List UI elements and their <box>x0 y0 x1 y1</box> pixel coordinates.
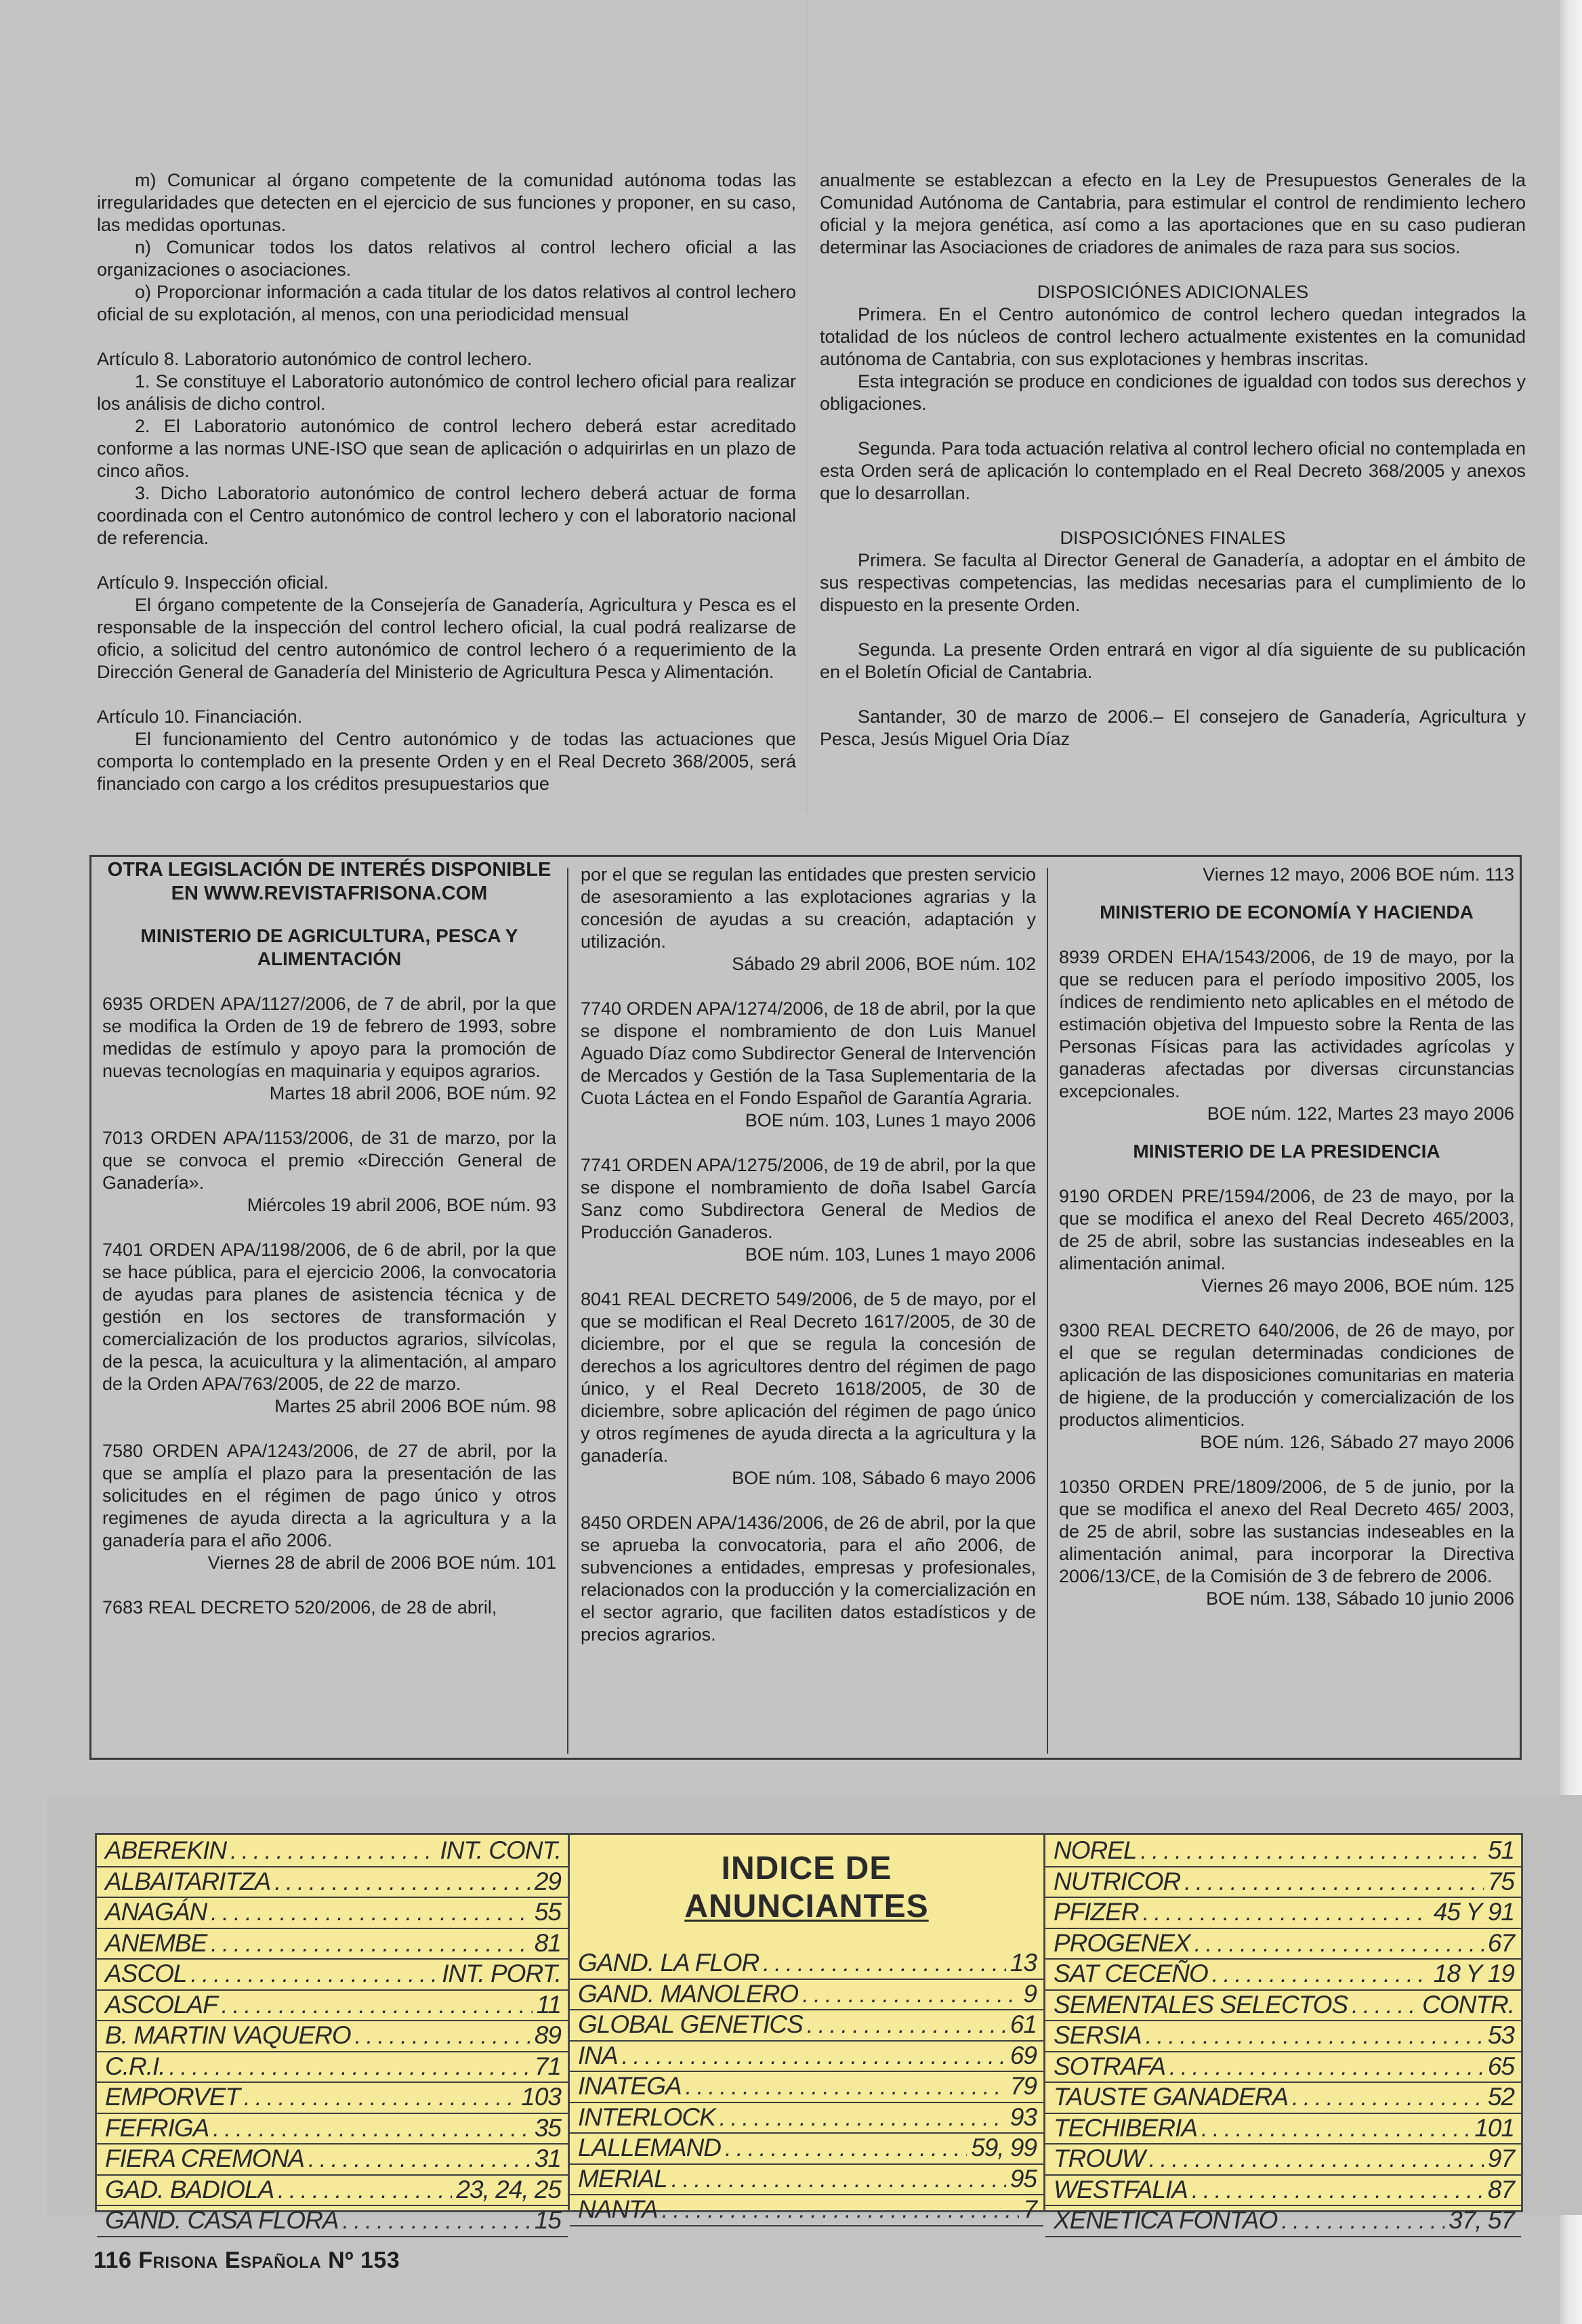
law-entry: 7741 ORDEN APA/1275/2006, de 19 de abril, por la que se dispone el nombramiento de doña Isabel García Sanz como Subdirectora General de Medios de Producción Ganaderos. <box>581 1155 1036 1242</box>
law-date: Viernes 28 de abril de 2006 BOE núm. 101 <box>207 1552 556 1573</box>
index-panel-middle <box>568 1835 1045 2223</box>
article-paragraph: 3. Dicho Laboratorio autonómico de control lechero deberá actuar de forma coordinada con el Centro autonómico de control lechero y con el laboratorio nacional de referencia. <box>97 483 796 548</box>
advertiser-page: 15 <box>534 2206 561 2234</box>
article-signature: Santander, 30 de marzo de 2006.– El consejero de Ganadería, Agricultura y Pesca, Jesús Miguel Oria Díaz <box>820 706 1526 749</box>
advertiser-name: NUTRICOR <box>1054 1867 1181 1895</box>
issue-number: Nº 153 <box>328 2247 400 2273</box>
index-row <box>1045 1898 1521 1929</box>
index-panel-left <box>97 1835 568 2234</box>
law-date: Viernes 26 mayo 2006, BOE núm. 125 <box>1201 1275 1514 1296</box>
leader-dots <box>1149 2146 1484 2174</box>
advertiser-page: 79 <box>1009 2072 1037 2100</box>
leader-dots <box>213 2115 530 2144</box>
article-paragraph: Esta integración se produce en condiciones de igualdad con todos sus derechos y obligaciones. <box>820 371 1526 414</box>
advertiser-page: INT. CONT. <box>440 1836 561 1864</box>
law-date: Miércoles 19 abril 2006, BOE núm. 93 <box>247 1195 556 1215</box>
index-panel-right <box>1045 1835 1521 2234</box>
page-folio <box>93 2247 400 2274</box>
advertiser-name: EMPORVET <box>105 2083 240 2111</box>
law-entry: 7740 ORDEN APA/1274/2006, de 18 de abril, por la que se dispone el nombramiento de don Luis Manuel Aguado Díaz como Subdirector General de Intervención de Mercados y Gestión de la Tasa Suplementaria de la Cuota Láctea en el Fondo Español de Garantía Agraria. <box>581 998 1036 1108</box>
advertiser-page: 11 <box>536 1990 561 2019</box>
advertiser-page: 103 <box>521 2083 561 2111</box>
column-divider <box>806 0 808 813</box>
advertiser-name: ALBAITARITZA <box>105 1867 271 1895</box>
advertiser-name: SERSIA <box>1054 2021 1142 2049</box>
advertiser-page: 89 <box>534 2021 561 2049</box>
law-entry: 7683 REAL DECRETO 520/2006, de 28 de abril, <box>102 1597 497 1618</box>
advertiser-page: 75 <box>1487 1867 1514 1895</box>
advertiser-page: 55 <box>534 1898 561 1926</box>
ministry-heading: MINISTERIO DE ECONOMÍA Y HACIENDA <box>1100 902 1474 923</box>
advertiser-name: INTERLOCK <box>578 2103 715 2131</box>
advertiser-page: 65 <box>1487 2052 1514 2080</box>
law-date: BOE núm. 126, Sábado 27 mayo 2006 <box>1200 1432 1514 1452</box>
index-row <box>570 2134 1043 2165</box>
advertiser-name: INA <box>578 2041 618 2069</box>
advertiser-name: SEMENTALES SELECTOS <box>1054 1990 1348 2019</box>
advertiser-page: 97 <box>1487 2145 1514 2172</box>
advertiser-name: MERIAL <box>578 2164 667 2193</box>
advertiser-name: GLOBAL GENETICS <box>578 2010 803 2038</box>
article-column-left <box>97 169 796 795</box>
advertiser-page: 35 <box>534 2113 561 2142</box>
index-row <box>1045 1836 1521 1867</box>
law-date: Sábado 29 abril 2006, BOE núm. 102 <box>732 954 1036 974</box>
magazine-name: Frisona Española <box>138 2247 322 2273</box>
law-date: BOE núm. 138, Sábado 10 junio 2006 <box>1206 1588 1514 1609</box>
leader-dots <box>1143 1899 1430 1928</box>
index-row <box>97 1898 568 1929</box>
advertiser-name: B. MARTIN VAQUERO <box>105 2021 351 2049</box>
leader-dots <box>1146 2023 1484 2051</box>
advertiser-page: 9 <box>1023 1979 1037 2008</box>
leader-dots <box>1281 2207 1444 2236</box>
leader-dots <box>671 2166 1006 2195</box>
law-date: BOE núm. 108, Sábado 6 mayo 2006 <box>732 1468 1036 1488</box>
advertiser-page: 59, 99 <box>971 2134 1037 2161</box>
law-entry: 7401 ORDEN APA/1198/2006, de 6 de abril, por la que se hace pública, para el ejercicio 2006, la convocatoria de ayudas para planes de asistencia técnica y de gestión en los sectores de transformación y comercialización de los productos agrarios, silvícolas, de la pesca, la acuicultura y la alimentación, al amparo de la Orden APA/763/2005, de 22 de marzo. <box>102 1240 556 1394</box>
advertiser-page: 31 <box>534 2145 561 2172</box>
leader-dots <box>230 1838 436 1866</box>
article-paragraph: Segunda. Para toda actuación relativa al control lechero oficial no contemplada en esta Orden será de aplicación lo contemplado en el Real Decreto 368/2005 y anexos que lo desarrollan. <box>820 438 1526 503</box>
index-row <box>570 2195 1043 2226</box>
index-list <box>97 1835 568 2237</box>
article-heading: Artículo 9. Inspección oficial. <box>97 572 329 593</box>
advertiser-page: 52 <box>1487 2083 1514 2111</box>
advertiser-name: XENETICA FONTAO <box>1054 2206 1278 2234</box>
index-row <box>1045 2083 1521 2114</box>
advertiser-name: FEFRIGA <box>105 2113 209 2142</box>
leader-dots <box>1292 2084 1484 2113</box>
ministry-heading: MINISTERIO DE LA PRESIDENCIA <box>1133 1141 1440 1162</box>
leader-dots <box>1352 1992 1418 2021</box>
index-list <box>1045 1835 1521 2237</box>
law-date: BOE núm. 103, Lunes 1 mayo 2006 <box>745 1110 1036 1131</box>
leader-dots <box>1169 2054 1484 2082</box>
leader-dots <box>1192 2177 1484 2205</box>
index-row <box>570 2010 1043 2042</box>
leader-dots <box>274 1869 530 1897</box>
leader-dots <box>763 1950 1006 1979</box>
leader-dots <box>1194 1930 1484 1959</box>
index-row <box>97 1960 568 1991</box>
index-list <box>570 1949 1043 2226</box>
index-title-line1: INDICE DE <box>721 1851 892 1886</box>
advertiser-page: CONTR. <box>1422 1990 1514 2019</box>
leader-dots <box>222 1992 533 2021</box>
advertiser-name: GAD. BADIOLA <box>105 2175 274 2203</box>
article-paragraph: 1. Se constituye el Laboratorio autonómico de control lechero oficial para realizar los análisis de dicho control. <box>97 371 796 414</box>
advertiser-page: 37, 57 <box>1449 2206 1514 2234</box>
advertiser-name: ANAGÁN <box>105 1898 207 1926</box>
index-row <box>97 1836 568 1867</box>
law-entry: 9190 ORDEN PRE/1594/2006, de 23 de mayo, por la que se modifica el anexo del Real Decreto 465/2003, de 25 de abril, sobre las sustancias indeseables en la alimentación animal. <box>1059 1186 1514 1273</box>
advertiser-name: LALLEMAND <box>578 2134 722 2161</box>
article-paragraph: m) Comunicar al órgano competente de la comunidad autónoma todas las irregularidades que detecten en el ejercicio de sus funciones y proponer, en su caso, las medidas oportunas. <box>97 170 796 235</box>
leader-dots <box>1201 2115 1470 2144</box>
advertiser-page: 51 <box>1487 1836 1514 1864</box>
advertiser-page: 45 Y 91 <box>1433 1898 1514 1926</box>
leader-dots <box>211 1899 530 1928</box>
section-heading: DISPOSICIÓNES ADICIONALES <box>1037 282 1309 302</box>
leader-dots <box>1140 1838 1483 1866</box>
column-rule <box>1047 868 1048 1754</box>
advertiser-page: 71 <box>534 2052 561 2080</box>
advertisers-index <box>95 1833 1523 2234</box>
law-entry: 10350 ORDEN PRE/1809/2006, de 5 de junio, por la que se modifica el anexo del Real Decreto 465/ 2003, de 25 de abril, sobre las sustancias indeseables en la alimentación animal, para incorporar la Directiva 2006/13/CE, de la Comisión de 3 de febrero de 2006. <box>1059 1477 1514 1586</box>
advertiser-page: 7 <box>1023 2195 1037 2223</box>
leader-dots <box>342 2207 530 2236</box>
index-row <box>570 2165 1043 2196</box>
article-paragraph: 2. El Laboratorio autonómico de control lechero deberá estar acreditado conforme a las normas UNE-ISO que sean de aplicación o adquirirlas en un plazo de cinco años. <box>97 416 796 481</box>
law-entry: 6935 ORDEN APA/1127/2006, de 7 de abril, por la que se modifica la Orden de 19 de febrero de 1993, sobre medidas de estímulo y apoyo para la promoción de nuevas tecnologías en maquinaria y equipos agrarios. <box>102 994 556 1081</box>
index-row <box>570 2042 1043 2073</box>
index-row <box>1045 1867 1521 1899</box>
leader-dots <box>1212 1961 1430 1989</box>
ministry-heading: MINISTERIO DE AGRICULTURA, PESCA Y ALIMENTACIÓN <box>140 925 518 969</box>
advertiser-name: SOTRAFA <box>1054 2052 1165 2080</box>
index-row <box>1045 1991 1521 2022</box>
advertiser-name: PROGENEX <box>1054 1928 1190 1957</box>
index-row <box>97 2206 568 2237</box>
law-entry: 7580 ORDEN APA/1243/2006, de 27 de abril, por la que se amplía el plazo para la presentación de las solicitudes en el régimen de pago único y otros regimenes de ayuda directa a la agricultura y a la ganadería para el año 2006. <box>102 1441 556 1550</box>
advertiser-page: 67 <box>1487 1928 1514 1957</box>
index-row <box>1045 2176 1521 2207</box>
advertiser-page: INT. PORT. <box>442 1960 561 1987</box>
article-paragraph: Primera. Se faculta al Director General de Ganadería, a adoptar en el ámbito de sus respectivas competencias, las medidas necesarias para el cumplimiento de lo dispuesto en la presente Orden. <box>820 550 1526 615</box>
index-row <box>97 2083 568 2114</box>
article-paragraph: n) Comunicar todos los datos relativos al control lechero oficial a las organizaciones o asociaciones. <box>97 237 796 280</box>
leader-dots <box>662 2197 1020 2225</box>
advertiser-name: NANTA <box>578 2195 658 2223</box>
section-heading: DISPOSICIÓNES FINALES <box>1060 528 1286 548</box>
leader-dots <box>725 2135 967 2163</box>
advertiser-name: WESTFALIA <box>1054 2175 1188 2203</box>
advertiser-name: SAT CECEÑO <box>1054 1960 1208 1987</box>
advertiser-name: TAUSTE GANADERA <box>1054 2083 1289 2111</box>
advertiser-page: 101 <box>1474 2113 1514 2142</box>
index-row <box>1045 1929 1521 1960</box>
index-row <box>97 1929 568 1960</box>
advertiser-name: ABEREKIN <box>105 1836 227 1864</box>
law-date: Viernes 12 mayo, 2006 BOE núm. 113 <box>1203 864 1514 885</box>
article-column-right <box>820 169 1526 751</box>
leader-dots <box>802 1981 1019 2010</box>
article-paragraph: Segunda. La presente Orden entrará en vigor al día siguiente de su publicación en el Boletín Oficial de Cantabria. <box>820 639 1526 682</box>
law-date: BOE núm. 103, Lunes 1 mayo 2006 <box>745 1244 1036 1265</box>
law-date: Martes 25 abril 2006 BOE núm. 98 <box>274 1396 556 1416</box>
law-entry: 8939 ORDEN EHA/1543/2006, de 19 de mayo, por la que se reducen para el período impositivo 2005, los índices de rendimiento neto aplicables en el método de estimación objetiva del Impuesto sobre la Renta de las Personas Físicas para las actividades agrícolas y ganaderas afectadas por diversas circunstancias excepcionales. <box>1059 947 1514 1101</box>
law-entry: 8450 ORDEN APA/1436/2006, de 26 de abril, por la que se aprueba la convocatoria, para el año 2006, de subvenciones a entidades, empresas y profesionales, relacionados con la producción y la comercialización en el sector agrario, que faciliten datos estadísticos y de precios agrarios. <box>581 1513 1036 1645</box>
index-row <box>97 1991 568 2022</box>
index-row <box>570 2103 1043 2134</box>
advertiser-name: GAND. CASA FLORA <box>105 2206 339 2234</box>
advertiser-name: GAND. LA FLOR <box>578 1949 759 1977</box>
advertiser-page: 18 Y 19 <box>1433 1960 1514 1987</box>
index-row <box>570 2072 1043 2103</box>
leader-dots <box>807 2012 1006 2040</box>
column-rule <box>567 868 568 1754</box>
leader-dots <box>190 1961 438 1989</box>
box-title: OTRA LEGISLACIÓN DE INTERÉS DISPONIBLE EN WWW.REVISTAFRISONA.COM <box>107 859 551 904</box>
index-row <box>1045 2114 1521 2145</box>
legislation-column-3 <box>1059 864 1514 1610</box>
advertiser-name: ASCOL <box>105 1960 187 1987</box>
advertiser-name: TROUW <box>1054 2145 1145 2172</box>
advertiser-page: 87 <box>1487 2175 1514 2203</box>
advertiser-page: 95 <box>1009 2164 1037 2193</box>
article-paragraph: Primera. En el Centro autonómico de control lechero quedan integrados la totalidad de los núcleos de control lechero actualmente existentes en la comunidad autónoma de Cantabria, con sus explotaciones y hembras inscritas. <box>820 304 1526 369</box>
index-row <box>1045 2052 1521 2084</box>
advertiser-name: GAND. MANOLERO <box>578 1979 799 2008</box>
law-entry: 8041 REAL DECRETO 549/2006, de 5 de mayo, por el que se modifican el Real Decreto 1617/2005, de 30 de diciembre, por el que se regula la concesión de derechos a los agricultores dentro del régimen de pago único, y el Real Decreto 1618/2005, de 30 de diciembre, sobre aplicación del régimen de pago único y otros regímenes de ayuda directa a la agricultura y la ganadería. <box>581 1289 1036 1466</box>
advertiser-page: 81 <box>534 1928 561 1957</box>
index-row <box>97 2052 568 2084</box>
index-row <box>1045 2021 1521 2052</box>
legislation-column-2 <box>581 864 1036 1646</box>
advertiser-name: FIERA CREMONA <box>105 2145 304 2172</box>
advertiser-page: 69 <box>1009 2041 1037 2069</box>
advertiser-page: 93 <box>1009 2103 1037 2131</box>
page-number: 116 <box>93 2247 132 2273</box>
article-heading: Artículo 8. Laboratorio autonómico de control lechero. <box>97 349 533 369</box>
advertiser-name: TECHIBERIA <box>1054 2113 1198 2142</box>
article-heading: Artículo 10. Financiación. <box>97 706 303 727</box>
index-row <box>570 1949 1043 1980</box>
leader-dots <box>244 2084 517 2113</box>
advertiser-page: 13 <box>1009 1949 1037 1977</box>
index-row <box>97 2114 568 2145</box>
legislation-column-1 <box>102 858 556 1619</box>
index-row <box>97 2021 568 2052</box>
law-entry: por el que se regulan las entidades que presten servicio de asesoramiento a las explotaciones agrarias y la concesión de ayudas a su creación, adaptación y utilización. <box>581 864 1036 952</box>
leader-dots <box>1184 1869 1484 1897</box>
law-date: BOE núm. 122, Martes 23 mayo 2006 <box>1207 1103 1514 1124</box>
leader-dots <box>278 2177 452 2205</box>
leader-dots <box>355 2023 530 2051</box>
advertiser-name: C.R.I. <box>105 2052 165 2080</box>
index-row <box>1045 2206 1521 2237</box>
advertiser-name: ASCOLAF <box>105 1990 217 2019</box>
index-title-line2: ANUNCIANTES <box>684 1888 929 1924</box>
index-row <box>570 1980 1043 2011</box>
index-row <box>97 2145 568 2176</box>
advertiser-name: NOREL <box>1054 1836 1137 1864</box>
advertiser-name: INATEGA <box>578 2072 682 2100</box>
advertiser-page: 61 <box>1009 2010 1037 2038</box>
leader-dots <box>622 2043 1006 2071</box>
advertiser-page: 53 <box>1487 2021 1514 2049</box>
leader-dots <box>686 2073 1006 2102</box>
index-row <box>97 2176 568 2207</box>
advertiser-page: 29 <box>534 1867 561 1895</box>
advertiser-name: PFIZER <box>1054 1898 1139 1926</box>
law-date: Martes 18 abril 2006, BOE núm. 92 <box>269 1083 556 1103</box>
advertiser-name: ANEMBE <box>105 1928 207 1957</box>
advertiser-page: 23, 24, 25 <box>456 2175 561 2203</box>
law-entry: 9300 REAL DECRETO 640/2006, de 26 de mayo, por el que se regulan determinadas condiciones de aplicación de las disposiciones comunitarias en materia de higiene, de la producción y comercialización de los productos alimenticios. <box>1059 1320 1514 1430</box>
article-paragraph: El órgano competente de la Consejería de Ganadería, Agricultura y Pesca es el responsable de la inspección del control lechero oficial, la cual podrá realizarse de oficio, a solicitud del centro autonómico de control lechero ó a requerimiento de la Dirección General de Ganadería del Ministerio de Agricultura Pesca y Alimentación. <box>97 595 796 682</box>
leader-dots <box>169 2054 530 2082</box>
article-paragraph: o) Proporcionar información a cada titular de los datos relativos al control lechero oficial de su explotación, al menos, con una periodicidad mensual <box>97 282 796 324</box>
leader-dots <box>308 2146 530 2174</box>
legislation-box <box>89 855 1522 1760</box>
article-paragraph: El funcionamiento del Centro autonómico y de todas las actuaciones que comporta lo contemplado en la presente Orden y en el Real Decreto 368/2005, será financiado con cargo a los créditos presupuestarios que <box>97 729 796 794</box>
article-paragraph: anualmente se establezcan a efecto en la Ley de Presupuestos Generales de la Comunidad Autónoma de Cantabria, para estimular el control de rendimiento lechero oficial y la mejora genética, así como a las aportaciones que en su caso pudieran determinar las Asociaciones de criadores de animales de raza para sus socios. <box>820 170 1526 257</box>
leader-dots <box>720 2105 1006 2133</box>
index-row <box>97 1867 568 1899</box>
law-entry: 7013 ORDEN APA/1153/2006, de 31 de marzo, por la que se convoca el premio «Dirección General de Ganadería». <box>102 1128 556 1193</box>
index-row <box>1045 1960 1521 1991</box>
leader-dots <box>211 1930 530 1959</box>
index-title <box>570 1850 1043 1926</box>
index-row <box>1045 2145 1521 2176</box>
